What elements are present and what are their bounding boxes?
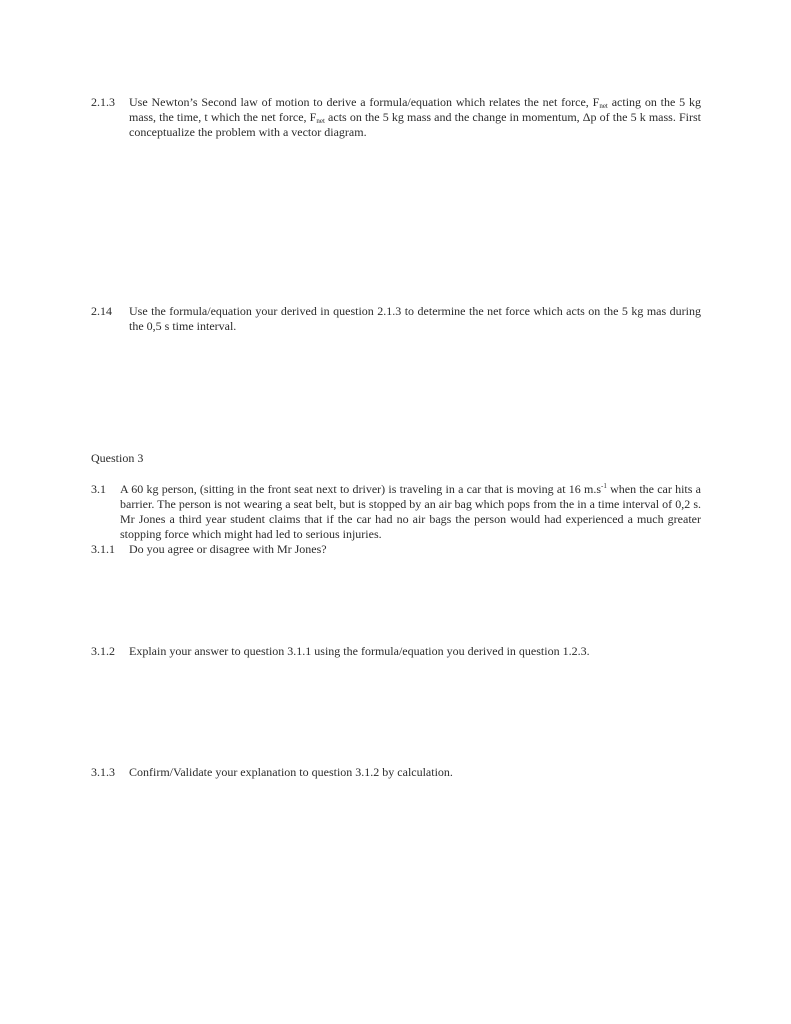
question-text: Explain your answer to question 3.1.1 using the formula/equation you derived in question 1.2.3. [129,644,590,658]
subscript-net: net [599,102,608,110]
question-text: Use the formula/equation your derived in question 2.1.3 to determine the net force which acts on the 5 kg mas during the 0,5 s time interval. [129,304,701,333]
question-text: A 60 kg person, (sitting in the front seat next to driver) is traveling in a car that is moving at 16 $m.s^{-1}$ when the car hits a barrier. The person is not wearing a seat belt, but is stopped by an air bag which pops from the in a time interval of 0,2 s. Mr Jones a third year student claims that if the car had no air bags the person would had experienced a much greater stopping force which might had led to serious injuries. [120,482,701,541]
subscript-net: net [316,117,325,125]
question-3-heading: Question 3 [91,451,144,465]
question-2-14 [91,304,701,334]
question-3-1 [91,482,701,557]
question-text: Do you agree or disagree with Mr Jones? [129,542,327,556]
question-text: Confirm/Validate your explanation to question 3.1.2 by calculation. [129,765,453,779]
question-text: Use Newton’s Second law of motion to derive a formula/equation which relates the net force, $F_{net}$ acting on the 5 kg mass, the time, t which the net force, $F_{net}$ acts on the 5 kg mass and the change in momentum, Δp of the 5 k mass. First conceptualize the problem with a vector diagram. [129,95,702,139]
question-number: 3.1.3 [91,765,115,779]
question-number: 3.1.2 [91,644,115,658]
superscript: -1 [601,482,607,490]
question-number: 3.1 [91,482,106,496]
question-number: 2.14 [91,304,112,318]
question-3-1-3 [91,765,701,780]
question-3-1-1 [91,542,701,557]
question-3-1-2 [91,644,701,659]
question-number: 3.1.1 [91,542,115,556]
question-number: 2.1.3 [91,95,115,109]
question-2-1-3 [91,95,701,140]
